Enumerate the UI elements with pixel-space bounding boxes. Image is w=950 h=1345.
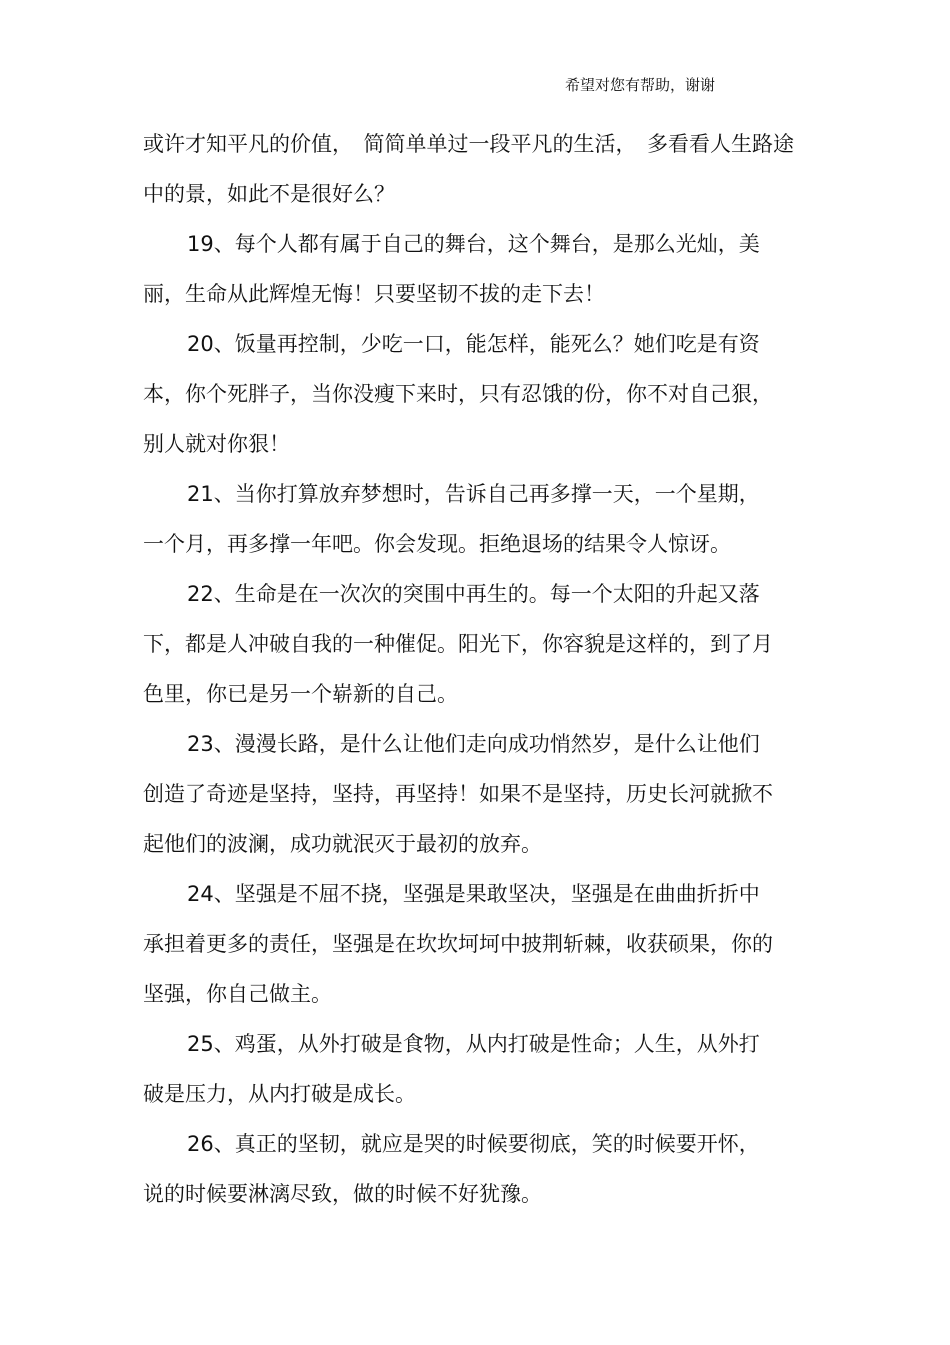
body-line: 下，都是人冲破自我的一种催促。阳光下，你容貌是这样的，到了月 xyxy=(143,632,773,656)
body-line: 或许才知平凡的价值， 简简单单过一段平凡的生活， 多看看人生路途 xyxy=(143,132,794,156)
body-line: 破是压力，从内打破是成长。 xyxy=(143,1082,416,1106)
paragraph-first-line: 26、真正的坚韧，就应是哭的时候要彻底，笑的时候要开怀， xyxy=(187,1132,760,1156)
body-line: 色里，你已是另一个崭新的自己。 xyxy=(143,682,458,706)
paragraph-first-line: 25、鸡蛋，从外打破是食物，从内打破是性命；人生，从外打 xyxy=(187,1032,760,1056)
body-line: 起他们的波澜，成功就泯灭于最初的放弃。 xyxy=(143,832,542,856)
body-line: 说的时候要淋漓尽致，做的时候不好犹豫。 xyxy=(143,1182,542,1206)
paragraph-first-line: 24、坚强是不屈不挠，坚强是果敢坚决，坚强是在曲曲折折中 xyxy=(187,882,760,906)
body-line: 本，你个死胖子，当你没瘦下来时，只有忍饿的份，你不对自己狠， xyxy=(143,382,773,406)
body-line: 一个月，再多撑一年吧。你会发现。拒绝退场的结果令人惊讶。 xyxy=(143,532,731,556)
paragraph-first-line: 20、饭量再控制，少吃一口，能怎样，能死么？她们吃是有资 xyxy=(187,332,760,356)
body-line: 丽，生命从此辉煌无悔！只要坚韧不拔的走下去！ xyxy=(143,282,605,306)
paragraph-first-line: 21、当你打算放弃梦想时，告诉自己再多撑一天，一个星期， xyxy=(187,482,760,506)
body-line: 别人就对你狠！ xyxy=(143,432,290,456)
paragraph-first-line: 23、漫漫长路，是什么让他们走向成功悄然岁，是什么让他们 xyxy=(187,732,760,756)
body-line: 承担着更多的责任，坚强是在坎坎坷坷中披荆斩棘，收获硕果，你的 xyxy=(143,932,773,956)
body-line: 中的景，如此不是很好么？ xyxy=(143,182,395,206)
header-note: 希望对您有帮助，谢谢 xyxy=(565,76,716,94)
body-line: 创造了奇迹是坚持，坚持，再坚持！如果不是坚持，历史长河就掀不 xyxy=(143,782,773,806)
paragraph-first-line: 19、每个人都有属于自己的舞台，这个舞台，是那么光灿，美 xyxy=(187,232,760,256)
body-line: 坚强，你自己做主。 xyxy=(143,982,332,1006)
paragraph-first-line: 22、生命是在一次次的突围中再生的。每一个太阳的升起又落 xyxy=(187,582,760,606)
